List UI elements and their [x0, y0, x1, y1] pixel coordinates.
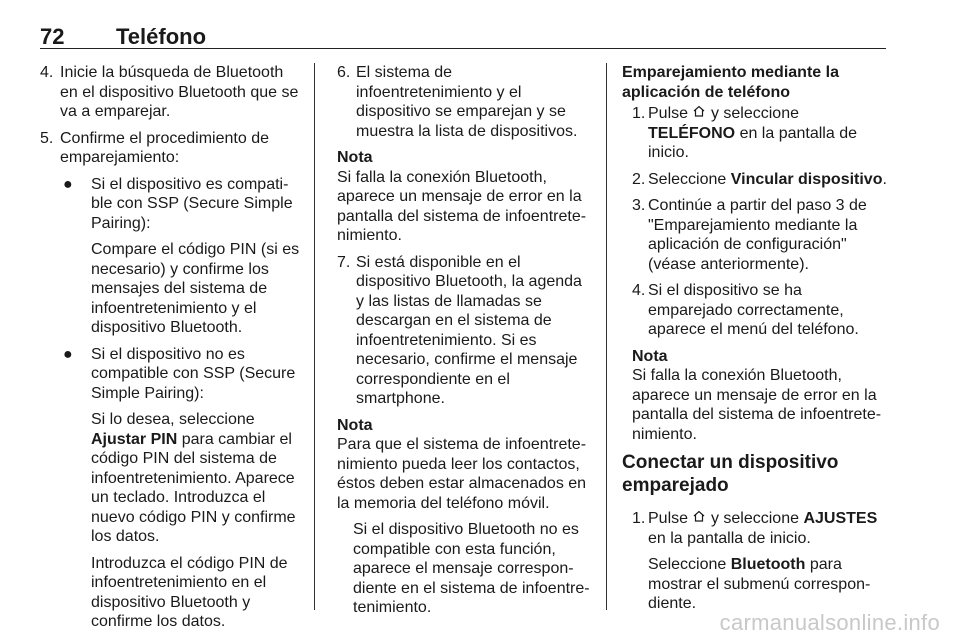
item-text: Inicie la búsqueda de Bluetooth en el dispositivo Bluetooth que se va a emparejar. — [60, 64, 299, 120]
item-number: 4. — [40, 64, 54, 81]
bullet-icon: ● — [63, 345, 73, 363]
home-icon — [692, 104, 706, 118]
step-list — [622, 104, 888, 444]
item-text: Continúe a partir del paso 3 de "Emparejamiento mediante la aplicación de configuración" (véase anteriormente). — [648, 197, 867, 273]
page-header — [40, 8, 886, 49]
step-list — [622, 509, 888, 614]
note-text: Para que el sistema de infoentrete- nimiento pueda leer los contactos, éstos deben estar almacenados en la memoria del teléfono móvil. — [337, 436, 587, 512]
column-1 — [40, 63, 302, 639]
bullet-list — [40, 175, 302, 632]
item-number: 1. — [632, 510, 646, 527]
item-number: 7. — [337, 253, 351, 271]
item-paragraph: Seleccione Bluetooth para mostrar el submenú correspon- diente. — [648, 556, 871, 612]
page-title: Teléfono — [116, 24, 207, 49]
menu-label: AJUSTES — [803, 510, 878, 527]
column-2 — [337, 63, 591, 618]
item-number: 6. — [337, 64, 351, 81]
list-item — [337, 253, 591, 409]
note-paragraph: Si el dispositivo Bluetooth no es compatible con esta función, aparece el mensaje correspon- diente en el sistema de infoentre- tenimiento. — [353, 521, 590, 616]
note — [632, 347, 888, 445]
list-item — [632, 281, 888, 340]
item-number: 4. — [632, 282, 646, 299]
list-item — [632, 170, 888, 190]
list-item — [40, 129, 302, 168]
column-divider — [606, 63, 607, 610]
list-item — [632, 509, 888, 614]
menu-label: Bluetooth — [730, 556, 806, 573]
watermark: carmanualsonline.info — [719, 610, 940, 635]
note — [337, 148, 591, 246]
column-3 — [622, 63, 888, 621]
home-icon — [692, 509, 706, 523]
item-text: El sistema de infoentretenimiento y el dispositivo se emparejan y se muestra la lista de dispositivos. — [356, 64, 578, 140]
section-heading: Conectar un dispositivo emparejado — [622, 452, 839, 496]
item-number: 1. — [632, 105, 646, 122]
item-text: Pulse y seleccione TELÉFONO en la pantalla de inicio. — [648, 105, 857, 161]
note-heading: Nota — [337, 149, 373, 166]
list-item — [632, 104, 888, 163]
bullet-item — [63, 175, 302, 338]
subsection-heading: Emparejamiento mediante la aplicación de teléfono — [622, 64, 839, 101]
list-item — [40, 63, 302, 122]
bullet-paragraph: Compare el código PIN (si es necesario) y confirme los mensajes del sistema de infoentretenimiento y el dispositivo Bluetooth. — [91, 241, 300, 336]
item-text: Si el dispositivo se ha emparejado correctamente, aparece el menú del teléfono. — [648, 282, 859, 338]
list-item — [632, 196, 888, 274]
note — [337, 416, 591, 514]
note-heading: Nota — [337, 416, 373, 434]
item-number: 2. — [632, 170, 646, 188]
page-number: 72 — [40, 24, 65, 49]
item-text: Si está disponible en el dispositivo Bluetooth, la agenda y las listas de llamadas se descargan en el sistema de infoentretenimiento. Si es necesario, confirme el mensaje correspondiente en el smartphone. — [356, 253, 582, 407]
item-number: 5. — [40, 129, 54, 147]
menu-label: Ajustar PIN — [91, 430, 178, 448]
bullet-icon: ● — [63, 175, 73, 193]
item-text: Pulse y seleccione AJUSTES en la pantalla de inicio. — [648, 510, 878, 547]
note-heading: Nota — [632, 347, 668, 365]
bullet-paragraph: Si lo desea, seleccione Ajustar PIN para cambiar el código PIN del sistema de infoentretenimiento. Aparece un teclado. Introduzca el nuevo código PIN y confirme los datos. — [91, 411, 296, 545]
list-item — [337, 63, 591, 141]
item-text: Confirme el procedimiento de emparejamiento: — [60, 129, 269, 166]
bullet-text: Si el dispositivo no es compatible con SSP (Secure Simple Pairing): — [91, 345, 296, 402]
column-divider — [314, 63, 315, 610]
bullet-item — [63, 345, 302, 632]
note-text: Si falla la conexión Bluetooth, aparece un mensaje de error en la pantalla del sistema de infoentrete- nimiento. — [337, 168, 587, 244]
note-text: Si falla la conexión Bluetooth, aparece un mensaje de error en la pantalla del sistema de infoentrete- nimiento. — [632, 367, 882, 443]
item-number: 3. — [632, 197, 646, 214]
menu-label: Vincular dispositivo — [730, 170, 883, 188]
item-text: Seleccione Vincular dispositivo. — [648, 170, 887, 188]
bullet-paragraph: Introduzca el código PIN de infoentretenimiento en el dispositivo Bluetooth y confirme los datos. — [91, 554, 288, 630]
bullet-text: Si el dispositivo es compati- ble con SSP (Secure Simple Pairing): — [91, 175, 293, 232]
menu-label: TELÉFONO — [648, 124, 736, 142]
